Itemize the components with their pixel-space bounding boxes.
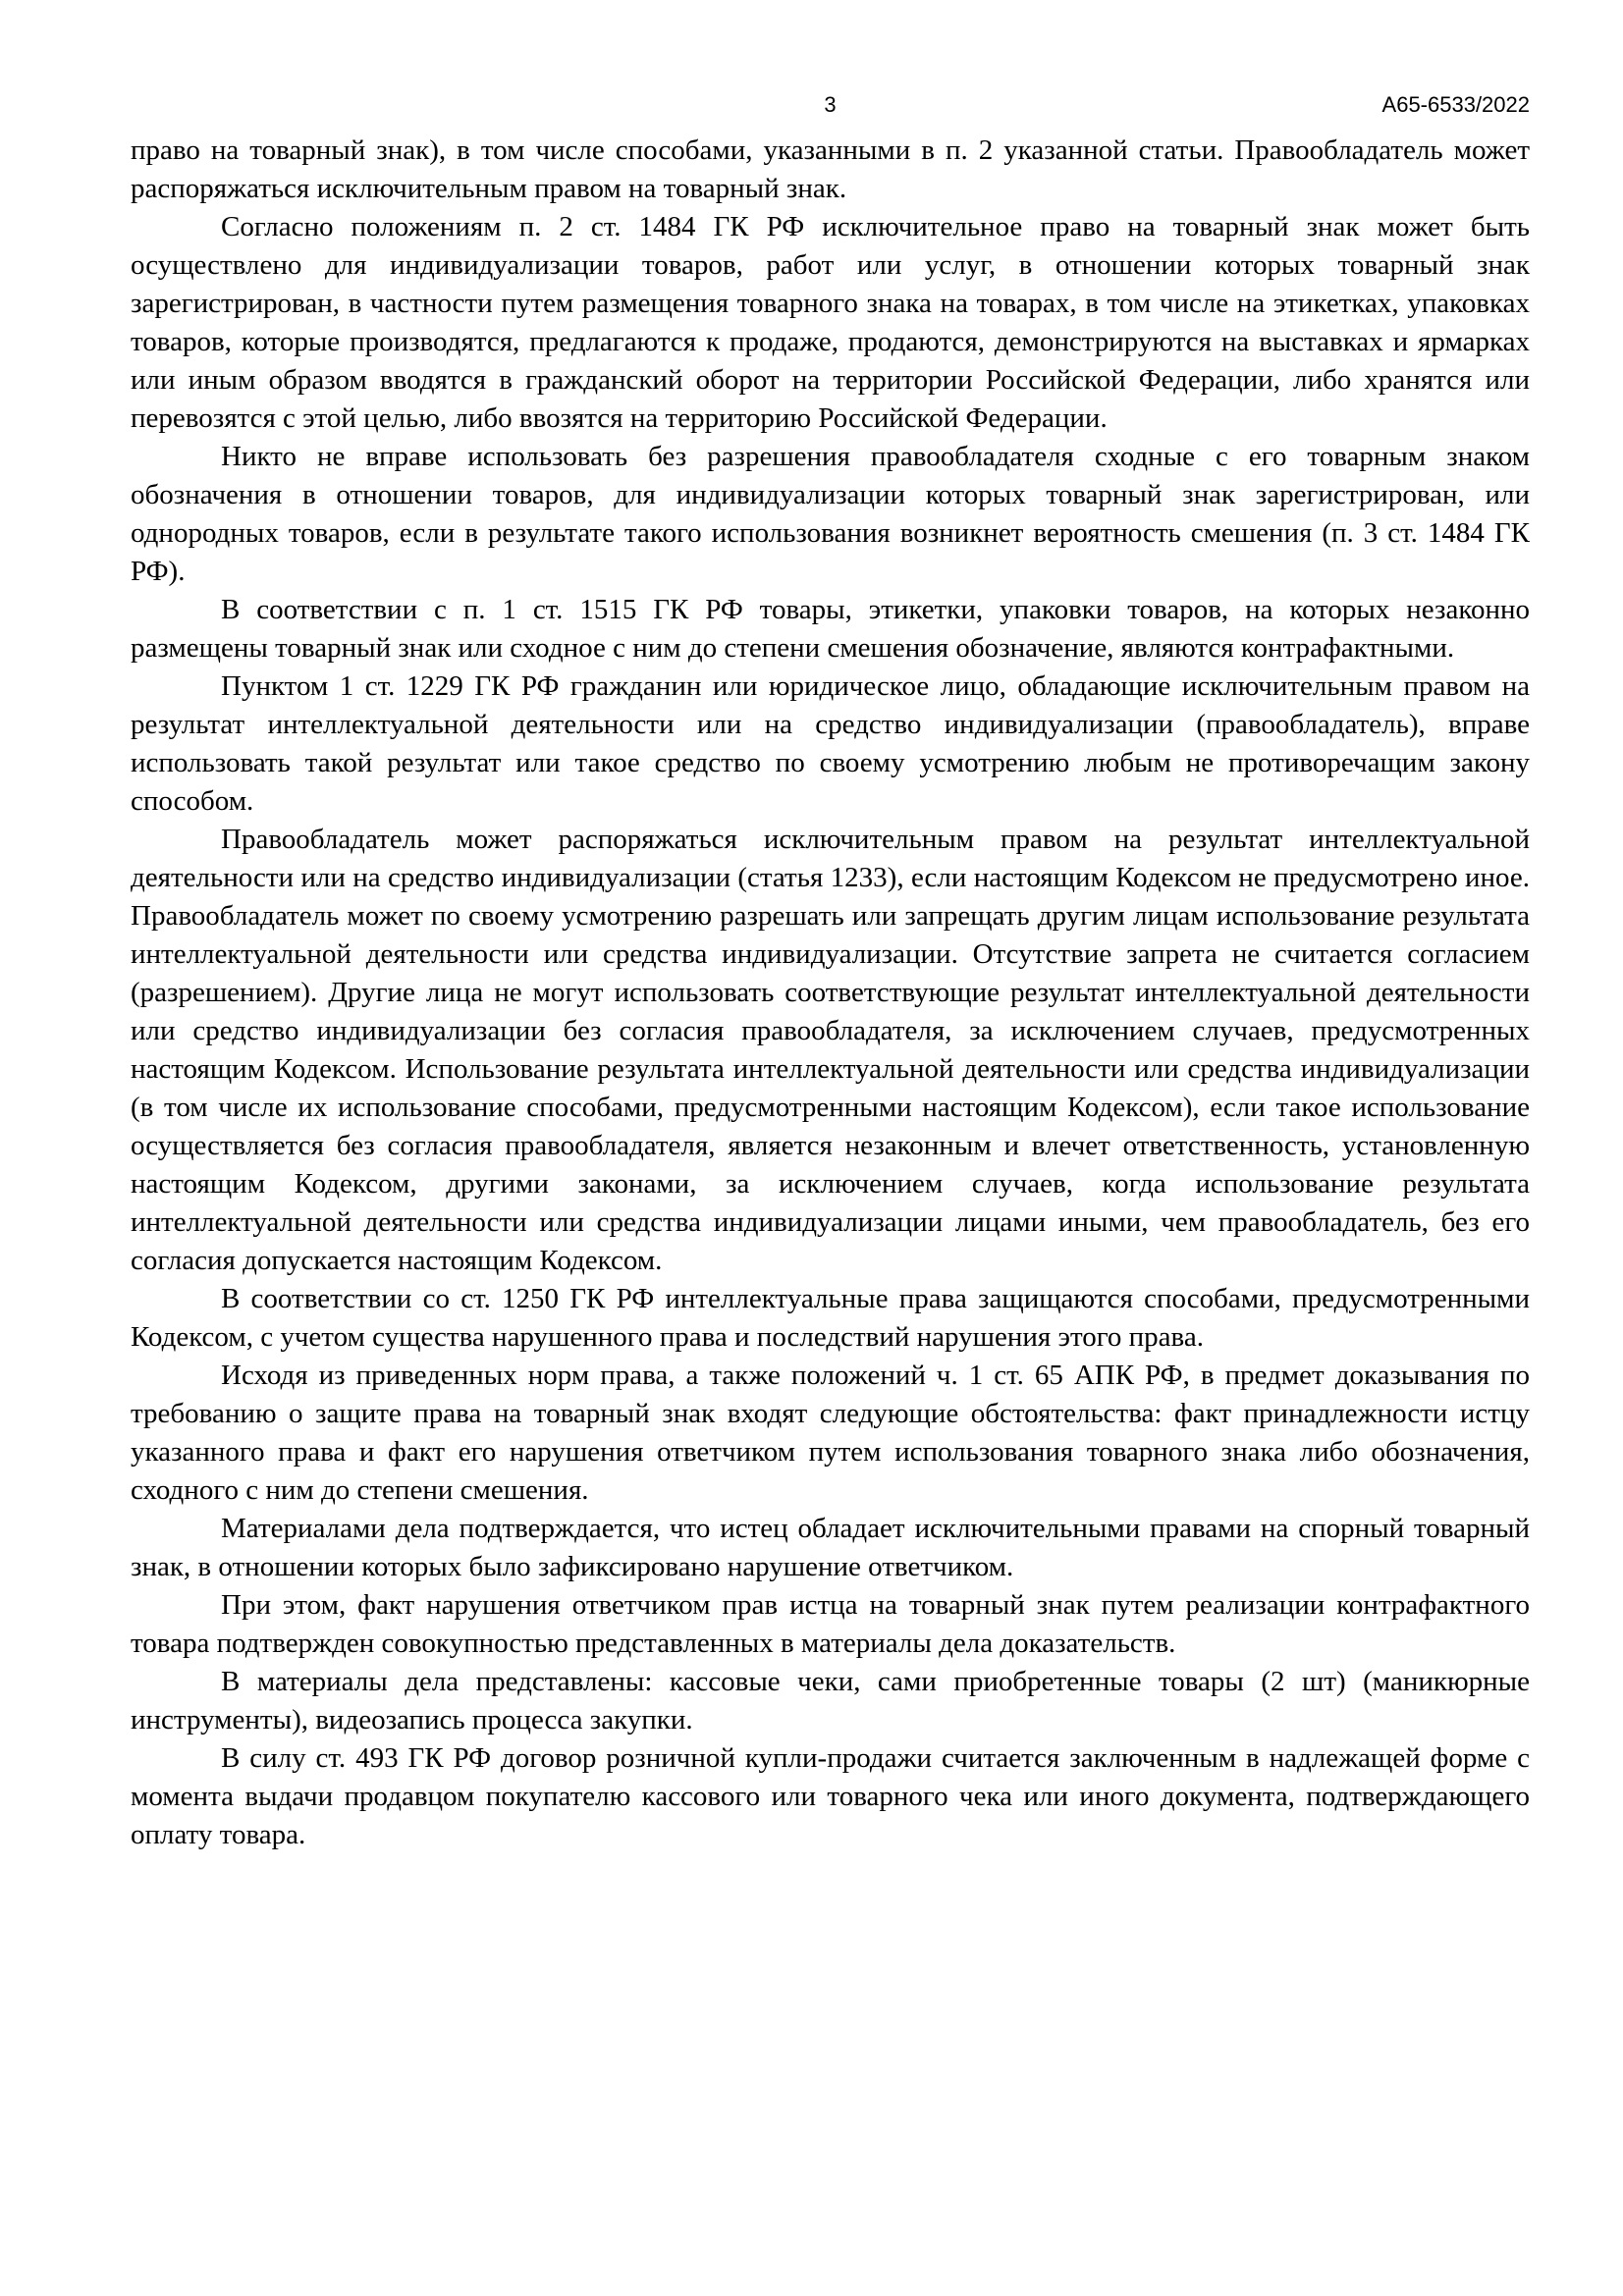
paragraph-apk-65: Исходя из приведенных норм права, а также положений ч. 1 ст. 65 АПК РФ, в предмет доказывания по требованию о защите права на товарный знак входят следующие обстоятельства: факт принадлежности истцу указанного права и факт его нарушения ответчиком путем использования товарного знака либо обозначения, сходного с ним до степени смешения. bbox=[131, 1360, 1530, 1506]
paragraph-law-1484-p2: Согласно положениям п. 2 ст. 1484 ГК РФ исключительное право на товарный знак может быть осуществлено для индивидуализации товаров, работ или услуг, в отношении которых товарный знак зарегистрирован, в частности путем размещения товарного знака на товарах, в том числе на этикетках, упаковках товаров, которые производятся, предлагаются к продаже, продаются, демонстрируются на выставках и ярмарках или иным образом вводятся в гражданский оборот на территории Российской Федерации, либо хранятся или перевозятся с этой целью, либо ввозятся на территорию Российской Федерации. bbox=[131, 211, 1530, 434]
paragraph-evidence-list: В материалы дела представлены: кассовые чеки, сами приобретенные товары (2 шт) (маникюрные инструменты), видеозапись процесса закупки. bbox=[131, 1666, 1530, 1735]
paragraph-law-493: В силу ст. 493 ГК РФ договор розничной купли-продажи считается заключенным в надлежащей форме с момента выдачи продавцом покупателю кассового или товарного чека или иного документа, подтверждающего оплату товара. bbox=[131, 1742, 1530, 1850]
paragraph-law-1229: Пунктом 1 ст. 1229 ГК РФ гражданин или юридическое лицо, обладающие исключительным правом на результат интеллектуальной деятельности или на средство индивидуализации (правообладатель), вправе использовать такой результат или такое средство по своему усмотрению любым не противоречащим закону способом. bbox=[131, 670, 1530, 817]
case-number: А65-6533/2022 bbox=[1381, 92, 1530, 117]
page-number: 3 bbox=[824, 92, 837, 117]
paragraph-law-1515: В соответствии с п. 1 ст. 1515 ГК РФ товары, этикетки, упаковки товаров, на которых незаконно размещены товарный знак или сходное с ним до степени смешения обозначение, являются контрафактными. bbox=[131, 594, 1530, 664]
document-body bbox=[131, 132, 1530, 1854]
paragraph-materials-confirm: Материалами дела подтверждается, что истец обладает исключительными правами на спорный товарный знак, в отношении которых было зафиксировано нарушение ответчиком. bbox=[131, 1513, 1530, 1582]
paragraph-law-1233: Правообладатель может распоряжаться исключительным правом на результат интеллектуальной деятельности или на средство индивидуализации (статья 1233), если настоящим Кодексом не предусмотрено иное. Правообладатель может по своему усмотрению разрешать или запрещать другим лицам использование результата интеллектуальной деятельности или средства индивидуализации. Отсутствие запрета не считается согласием (разрешением). Другие лица не могут использовать соответствующие результат интеллектуальной деятельности или средство индивидуализации без согласия правообладателя, за исключением случаев, предусмотренных настоящим Кодексом. Использование результата интеллектуальной деятельности или средства индивидуализации (в том числе их использование способами, предусмотренными настоящим Кодексом), если такое использование осуществляется без согласия правообладателя, является незаконным и влечет ответственность, установленную настоящим Кодексом, другими законами, за исключением случаев, когда использование результата интеллектуальной деятельности или средства индивидуализации лицами иными, чем правообладатель, без его согласия допускается настоящим Кодексом. bbox=[131, 824, 1530, 1276]
paragraph-continuation: право на товарный знак), в том числе способами, указанными в п. 2 указанной статьи. Правообладатель может распоряжаться исключительным правом на товарный знак. bbox=[131, 134, 1530, 204]
paragraph-law-1484-p3: Никто не вправе использовать без разрешения правообладателя сходные с его товарным знаком обозначения в отношении товаров, для индивидуализации которых товарный знак зарегистрирован, или однородных товаров, если в результате такого использования возникнет вероятность смешения (п. 3 ст. 1484 ГК РФ). bbox=[131, 441, 1530, 587]
paragraph-infringement-fact: При этом, факт нарушения ответчиком прав истца на товарный знак путем реализации контрафактного товара подтвержден совокупностью представленных в материалы дела доказательств. bbox=[131, 1589, 1530, 1659]
page-header bbox=[131, 92, 1530, 126]
paragraph-law-1250: В соответствии со ст. 1250 ГК РФ интеллектуальные права защищаются способами, предусмотренными Кодексом, с учетом существа нарушенного права и последствий нарушения этого права. bbox=[131, 1283, 1530, 1353]
